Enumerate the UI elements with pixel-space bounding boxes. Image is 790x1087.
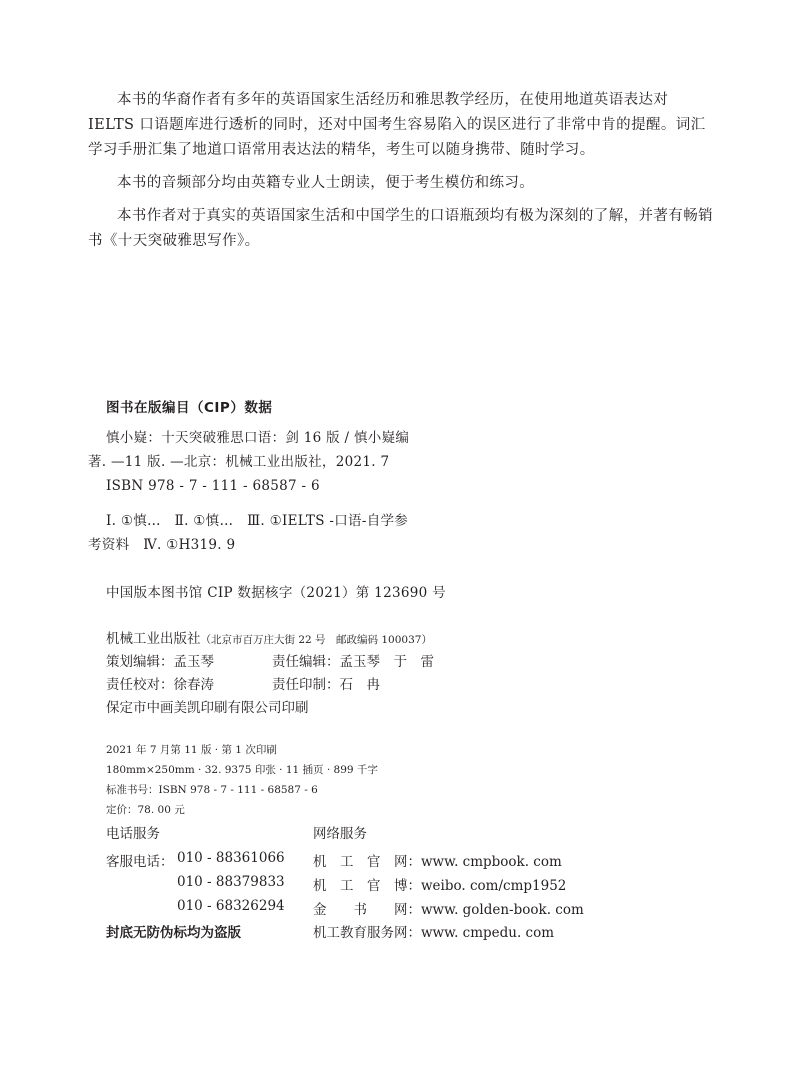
proofreader: 责任校对：徐春涛 [106, 677, 214, 693]
standard-book-number: 标准书号：ISBN 978 - 7 - 111 - 68587 - 6 [106, 784, 318, 796]
golden-book-link[interactable]: 金 书 网：www. golden-book. com [313, 902, 584, 918]
cip-classification-cont: 考资料 Ⅳ. ①H319. 9 [88, 537, 236, 553]
publisher-name: 机械工业出版社 [106, 631, 201, 647]
format-info: 180mm×250mm · 32. 9375 印张 · 11 插页 · 899 千字 [106, 764, 378, 776]
cip-heading: 图书在版编目（CIP）数据 [106, 400, 273, 416]
planning-editor: 策划编辑：孟玉琴 [106, 654, 214, 670]
responsible-editor: 责任编辑：孟玉琴 于 雷 [272, 654, 434, 670]
cip-edition-publisher: 著. —11 版. —北京：机械工业出版社，2021. 7 [88, 454, 390, 470]
publisher-address: （北京市百万庄大街 22 号 邮政编码 100037） [200, 634, 432, 646]
book-introduction [88, 88, 713, 262]
edition-info: 2021 年 7 月第 11 版 · 第 1 次印刷 [106, 744, 277, 756]
phone-number-3: 010 - 68326294 [177, 898, 285, 914]
printer: 保定市中画美凯印刷有限公司印刷 [106, 700, 309, 716]
publisher-info [106, 628, 432, 720]
phone-number-2: 010 - 88379833 [177, 874, 285, 890]
anti-piracy-notice: 封底无防伪标均为盗版 [106, 925, 241, 941]
phone-service-heading: 电话服务 [106, 826, 160, 842]
cip-classification: Ⅰ. ①慎… Ⅱ. ①慎… Ⅲ. ①IELTS -口语-自学参 [106, 513, 409, 529]
cip-record-number: 中国版本图书馆 CIP 数据核字（2021）第 123690 号 [106, 585, 446, 601]
intro-paragraph-1: 本书的华裔作者有多年的英语国家生活经历和雅思教学经历，在使用地道英语表达对IELTS 口语题库进行透析的同时，还对中国考生容易陷入的误区进行了非常中肯的提醒。词汇学习手册汇集了地道口语常用表达法的精华，考生可以随身携带、随时学习。 [88, 92, 706, 158]
customer-phone-label: 客服电话： [106, 854, 174, 870]
intro-paragraph-3: 本书作者对于真实的英语国家生活和中国学生的口语瓶颈均有极为深刻的了解，并著有畅销书《十天突破雅思写作》。 [88, 208, 713, 249]
cip-isbn: ISBN 978 - 7 - 111 - 68587 - 6 [106, 478, 320, 494]
education-service-link[interactable]: 机工教育服务网：www. cmpedu. com [313, 925, 555, 941]
web-service-heading: 网络服务 [313, 826, 367, 842]
print-supervisor: 责任印制：石 冉 [272, 677, 380, 693]
cip-data-block [88, 426, 488, 557]
contact-services [106, 822, 666, 942]
price: 定价：78. 00 元 [106, 804, 185, 816]
official-website-link[interactable]: 机 工 官 网：www. cmpbook. com [313, 854, 562, 870]
intro-paragraph-2: 本书的音频部分均由英籍专业人士朗读，便于考生模仿和练习。 [117, 175, 535, 191]
official-weibo-link[interactable]: 机 工 官 博：weibo. com/cmp1952 [313, 878, 567, 894]
phone-number-1: 010 - 88361066 [177, 850, 285, 866]
cip-author-title: 慎小嶷：十天突破雅思口语：剑 16 版 / 慎小嶷编 [106, 430, 410, 446]
printing-info [106, 740, 378, 820]
